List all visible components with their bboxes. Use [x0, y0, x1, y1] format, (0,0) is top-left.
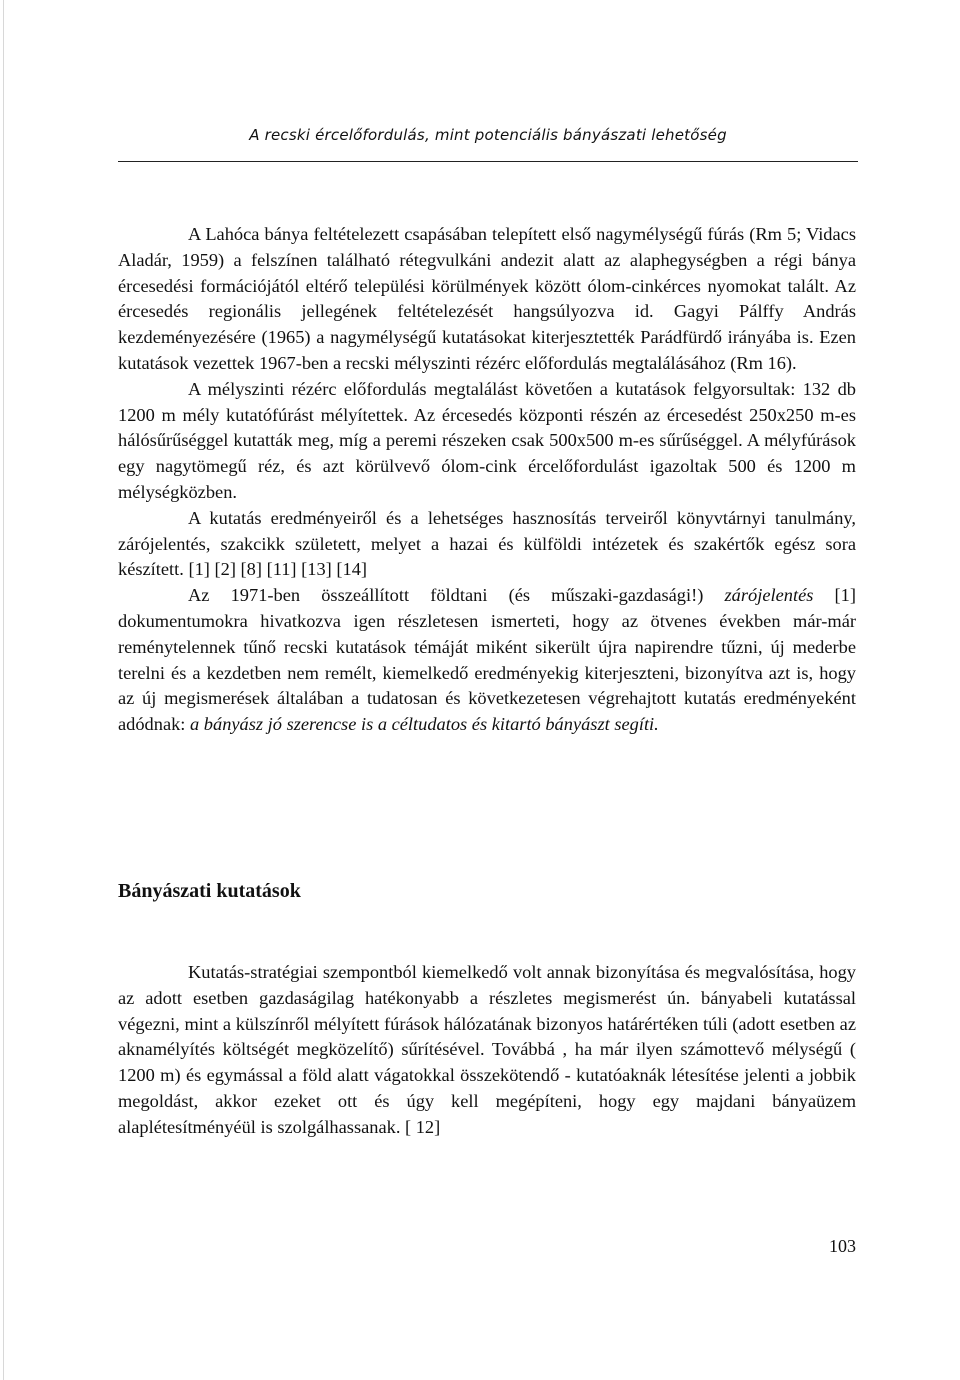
paragraph-4-start: Az 1971-ben összeállított földtani (és műszaki-gazdasági!) [188, 585, 725, 606]
paragraph-3: A kutatás eredményeiről és a lehetséges hasznosítás terveiről könyvtárnyi tanulmány, zárójelentés, szakcikk született, melyet a hazai és külföldi intézetek és szakértők egész sora készített. [1] [2] [8] [11] [13] [14] [118, 507, 856, 580]
paragraph-4-italic-term: zárójelentés [724, 585, 814, 606]
paragraph-4-middle: [1] dokumentumokra hivatkozva igen részletesen ismerteti, hogy az ötvenes években már-már reménytelennek tűnő recski kutatások témáját miként sikerült újra napirendre tűzni, új mederbe terelni és a kezdetben nem remélt, kiemelkedő eredményekig kiterjeszteni, bizonyítva azt is, hogy az új megismerések általában a tudatosan és következetesen végrehajtott kutatás eredményeként adódnak: [118, 585, 856, 735]
body-text [118, 222, 856, 738]
section-paragraph: Kutatás-stratégiai szempontból kiemelkedő volt annak bizonyítása és megvalósítása, hogy az adott esetben gazdaságilag hatékonyabb a részletes megismerést ún. bányabeli kutatással végezni, mint a külszínről mélyített fúrások hálózatának bizonyos határértéken túli (adott esetben az aknamélyítés költségét megközelítő) sűrítésével. Továbbá , ha már ilyen számottevő mélységű ( 1200 m) és egymással a föld alatt vágatokkal összekötendő - kutatóaknák létesítése jelenti a jobbik megoldást, akkor ezeket ott és úgy kell megépíteni, hogy egy majdani bányaüzem alaplétesítményéül is szolgálhassanak. [ 12] [118, 962, 856, 1137]
section-heading: Bányászati kutatások [118, 880, 301, 902]
running-header: A recski ércelőfordulás, mint potenciális bányászati lehetőség [249, 126, 727, 144]
paragraph-4-italic-quote: a bányász jó szerencse is a céltudatos és kitartó bányászt segíti. [190, 714, 659, 735]
paragraph-2: A mélyszinti rézérc előfordulás megtalálást követően a kutatások felgyorsultak: 132 db 1200 m mély kutatófúrást mélyítettek. Az ércesedés központi részén az ércesedést 250x250 m-es hálósűrűséggel kutatták meg, míg a peremi részeken csak 500x500 m-es sűrűséggel. A mélyfúrások egy nagytömegű réz, és azt körülvevő ólom-cink ércelőfordulást igazoltak 500 és 1200 m mélységközben. [118, 378, 856, 502]
header-rule [118, 161, 858, 162]
paragraph-1: A Lahóca bánya feltételezett csapásában telepített első nagymélységű fúrás (Rm 5; Vidacs Aladár, 1959) a felszínen található rétegvulkáni andezit alatt az alaphegységben a régi bánya ércesedési formációjától eltérő települési körülmények között ólom-cinkérces nyomokat talált. Az ércesedés regionális jellegének feltételezését hangsúlyozva id. Gagyi Pálffy András kezdeményezésére (1965) a nagymélységű kutatásokat kiterjesztették Parádfürdő irányába is. Ezen kutatások vezettek 1967-ben a recski mélyszinti rézérc előfordulás megtalálásához (Rm 16). [118, 224, 856, 373]
paragraph-4 [118, 583, 856, 738]
section-body-text [118, 960, 856, 1141]
scan-edge-line [3, 0, 4, 1380]
page-number: 103 [829, 1236, 856, 1256]
